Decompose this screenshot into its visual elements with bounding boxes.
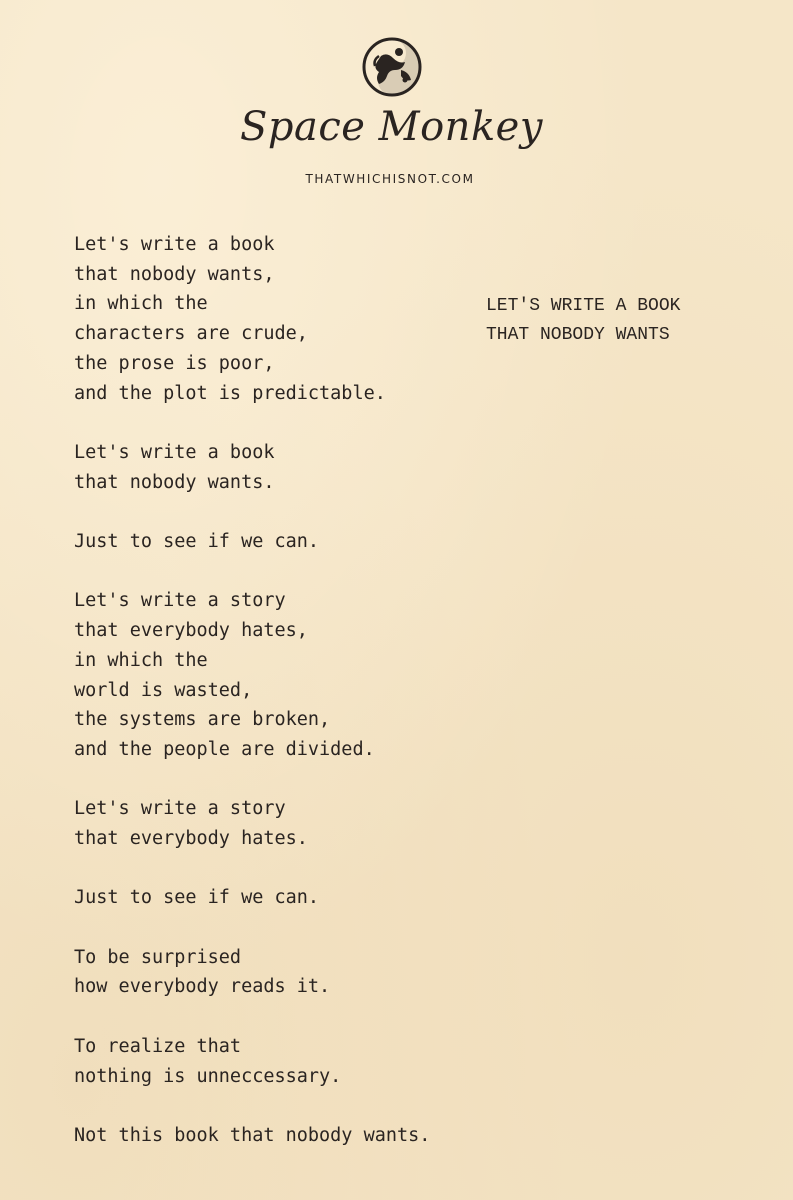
stanza — [74, 527, 494, 557]
stanza — [74, 794, 494, 853]
poem-line: Let's write a story — [74, 590, 286, 612]
poem-title — [486, 292, 746, 350]
poem-line: Just to see if we can. — [74, 531, 320, 552]
poem-line: Let's write a book — [74, 441, 275, 463]
poem-line: To be surprised — [74, 946, 242, 968]
poem-line: Let's write a book — [74, 234, 275, 255]
stanza — [74, 230, 494, 408]
poem-line: world is wasted, — [74, 679, 253, 701]
poem-line: how everybody reads it. — [74, 976, 331, 998]
poem-line: and the people are divided. — [74, 738, 375, 760]
poem-line: in which the — [74, 649, 208, 671]
poem-line: that nobody wants. — [74, 471, 275, 493]
poem-line: characters are crude, — [74, 323, 308, 345]
poem-line: that everybody hates, — [74, 620, 308, 642]
title-line: THAT NOBODY WANTS — [486, 325, 670, 345]
poem-line: Just to see if we can. — [74, 887, 320, 909]
poem-line: nothing is unneccessary. — [74, 1065, 342, 1087]
stanza — [74, 438, 494, 497]
poem-line: Not this book that nobody wants. — [74, 1124, 431, 1146]
stanza — [74, 883, 494, 913]
stanza — [74, 1121, 494, 1151]
brand-url: THATWHICHISNOT.COM — [305, 172, 475, 186]
poem-line: in which the — [74, 293, 208, 315]
brand-name: Space Monkey — [240, 104, 543, 150]
stanza — [74, 1032, 494, 1091]
poem-line: and the plot is predictable. — [74, 382, 386, 404]
stanza — [74, 943, 494, 1002]
title-line: LET'S WRITE A BOOK — [486, 296, 681, 316]
poem-line: the systems are broken, — [74, 709, 331, 731]
poem-line: the prose is poor, — [74, 352, 275, 374]
poem-line: To realize that — [74, 1035, 242, 1057]
poem-body — [74, 230, 494, 1180]
stanza — [74, 586, 494, 764]
poem-line: Let's write a story — [74, 798, 286, 820]
monkey-yin-yang-icon — [361, 36, 423, 98]
poem-line: that everybody hates. — [74, 828, 308, 849]
poem-line: that nobody wants, — [74, 263, 275, 285]
